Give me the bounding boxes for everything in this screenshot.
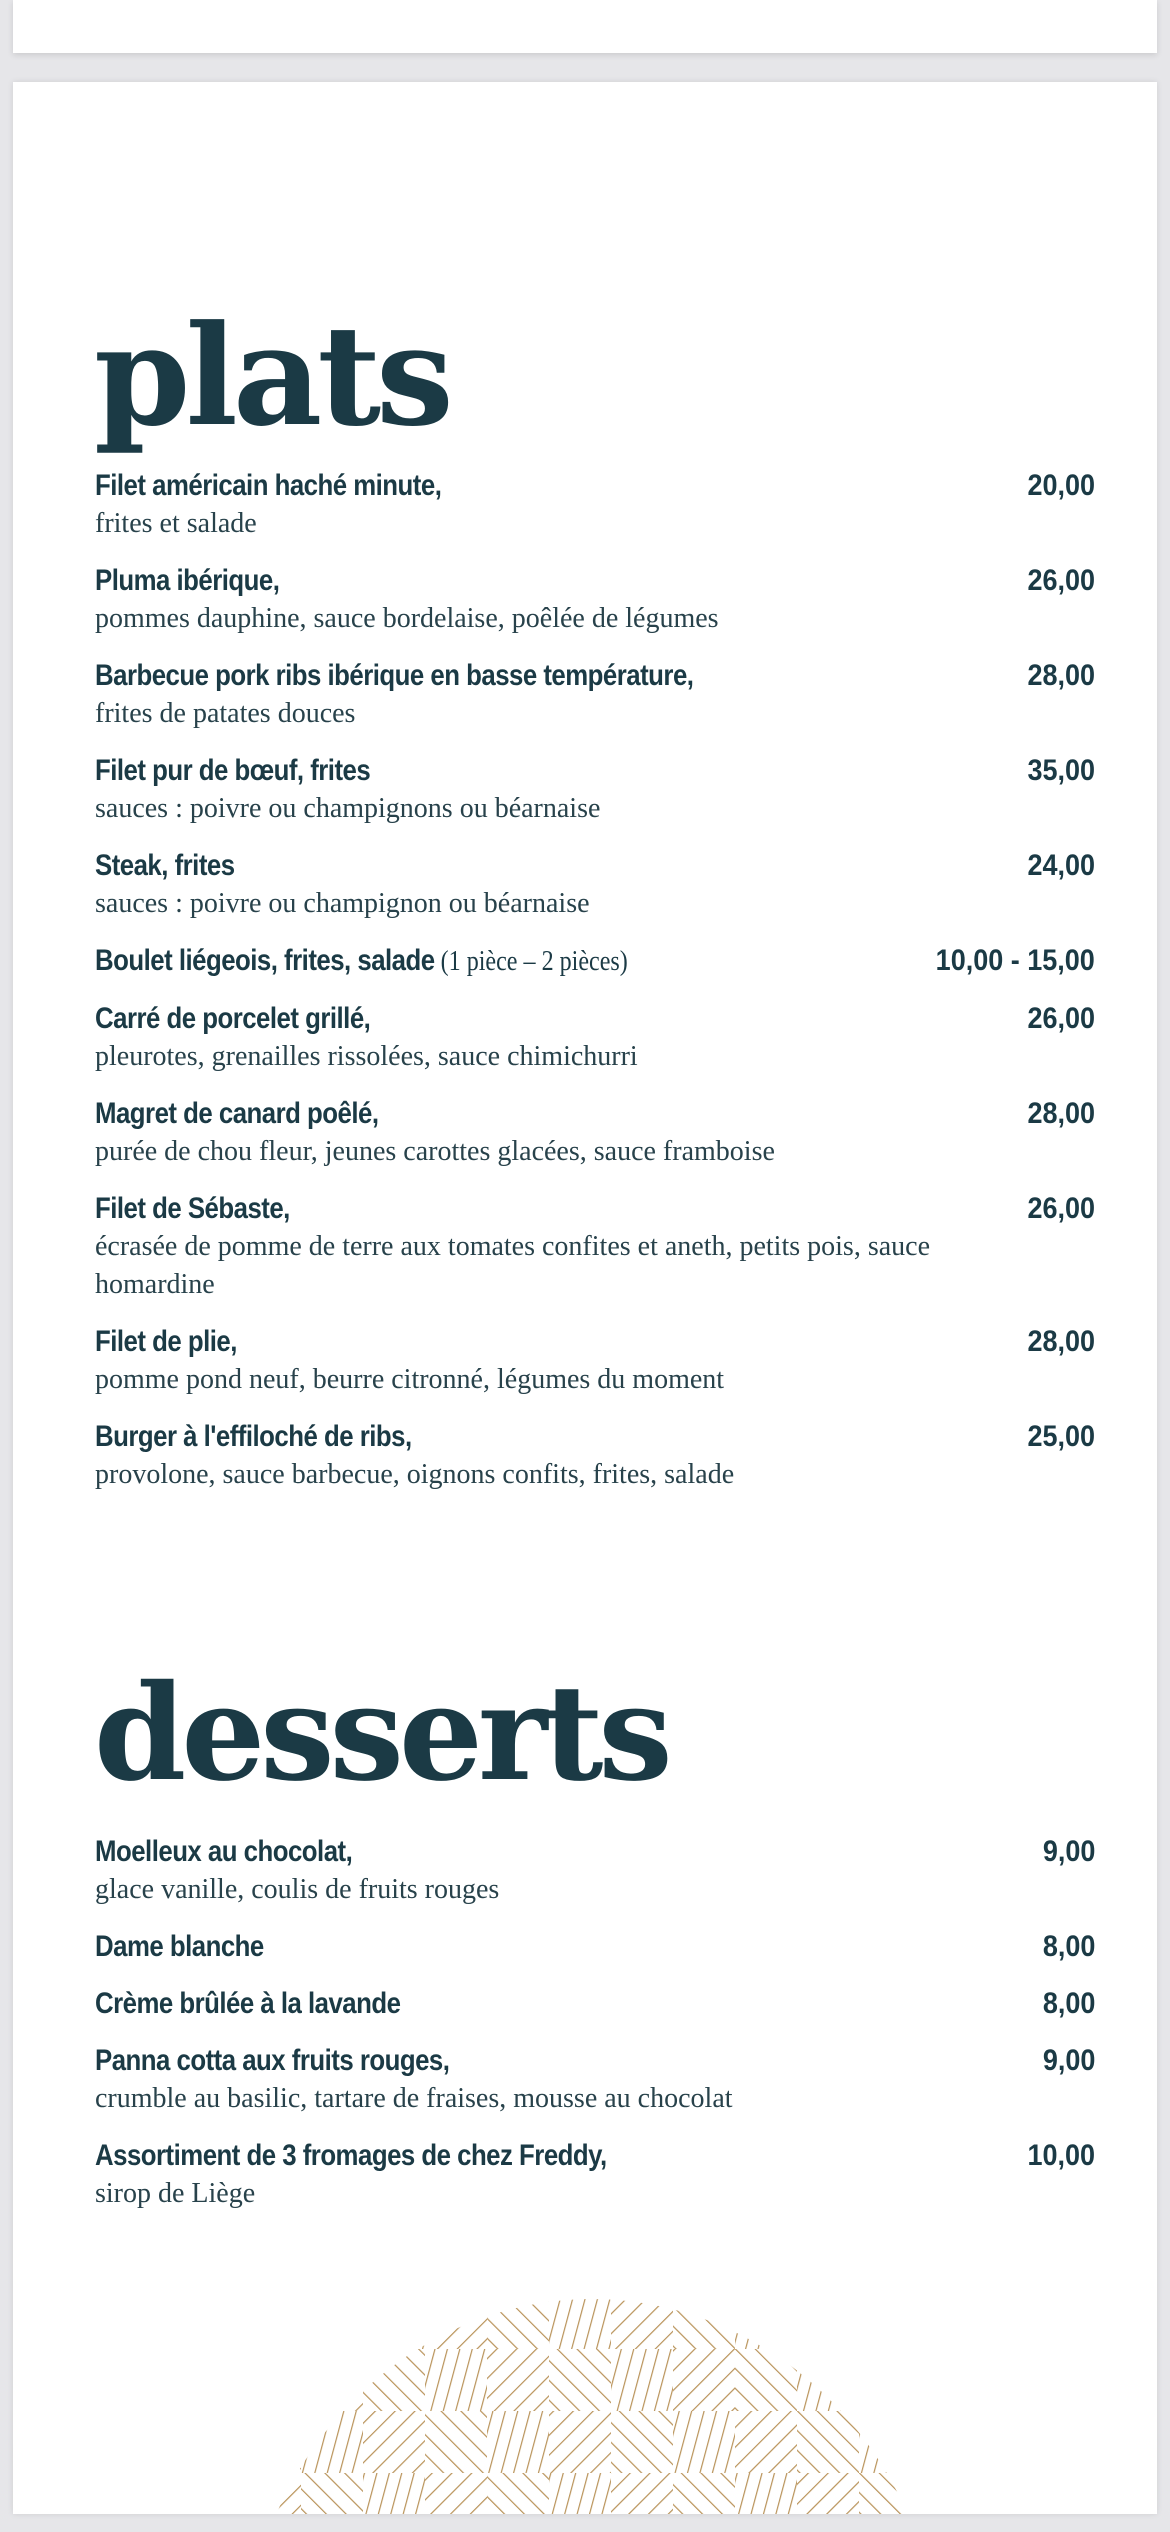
item-name: Filet américain haché minute,: [95, 469, 442, 502]
desserts-list: [95, 1832, 1095, 2231]
item-name: Barbecue pork ribs ibérique en basse température,: [95, 659, 694, 692]
item-description: sirop de Liège: [95, 2178, 256, 2209]
menu-item: [95, 999, 1095, 1076]
item-name: Filet de plie,: [95, 1325, 237, 1358]
item-description: pommes dauphine, sauce bordelaise, poêlée de légumes: [95, 603, 719, 634]
item-name: Carré de porcelet grillé,: [95, 1002, 371, 1035]
item-name: Filet pur de bœuf, frites: [95, 754, 371, 787]
item-description: crumble au basilic, tartare de fraises, mousse au chocolat: [95, 2083, 733, 2114]
item-description: glace vanille, coulis de fruits rouges: [95, 1874, 500, 1905]
menu-item: [95, 1417, 1095, 1494]
item-price: 28,00: [1027, 659, 1095, 692]
item-description: provolone, sauce barbecue, oignons confits, frites, salade: [95, 1459, 735, 1490]
item-name: Boulet liégeois, frites, salade: [95, 944, 435, 977]
menu-item: [95, 2041, 1095, 2118]
item-price: 28,00: [1027, 1325, 1095, 1358]
menu-item: [95, 846, 1095, 923]
menu-item: [95, 1984, 1095, 2023]
item-price: 35,00: [1027, 754, 1095, 787]
item-price: 26,00: [1027, 1192, 1095, 1225]
item-name: Steak, frites: [95, 849, 235, 882]
item-price: 26,00: [1027, 564, 1095, 597]
menu-item: [95, 751, 1095, 828]
item-name: Pluma ibérique,: [95, 564, 280, 597]
item-name: Burger à l'effiloché de ribs,: [95, 1420, 412, 1453]
menu-item: [95, 2136, 1095, 2213]
previous-page-edge: [13, 0, 1157, 53]
item-name: Dame blanche: [95, 1930, 264, 1963]
item-name: Crème brûlée à la lavande: [95, 1987, 401, 2020]
item-name: Filet de Sébaste,: [95, 1192, 290, 1225]
item-price: 8,00: [1042, 1987, 1095, 2020]
plats-list: [95, 466, 1095, 1512]
menu-item: [95, 1927, 1095, 1966]
section-title-desserts: desserts: [94, 1656, 668, 1811]
item-description: frites et salade: [95, 508, 257, 539]
item-price: 9,00: [1042, 2044, 1095, 2077]
item-description: sauces : poivre ou champignons ou béarnaise: [95, 793, 601, 824]
item-price: 28,00: [1027, 1097, 1095, 1130]
item-price: 10,00 - 15,00: [935, 944, 1095, 977]
menu-item: [95, 561, 1095, 638]
item-price: 24,00: [1027, 849, 1095, 882]
section-title-plats: plats: [94, 294, 449, 457]
menu-item: [95, 941, 1095, 981]
item-price: 8,00: [1042, 1930, 1095, 1963]
item-price: 25,00: [1027, 1420, 1095, 1453]
item-price: 20,00: [1027, 469, 1095, 502]
menu-item: [95, 1094, 1095, 1171]
item-name: Moelleux au chocolat,: [95, 1835, 353, 1868]
item-price: 26,00: [1027, 1002, 1095, 1035]
menu-page: [13, 82, 1157, 2514]
item-description: pomme pond neuf, beurre citronné, légumes du moment: [95, 1364, 725, 1395]
item-description: pleurotes, grenailles rissolées, sauce chimichurri: [95, 1041, 638, 1072]
item-note: (1 pièce – 2 pièces): [434, 946, 628, 977]
item-name: Assortiment de 3 fromages de chez Freddy,: [95, 2139, 607, 2172]
menu-item: [95, 1832, 1095, 1909]
menu-item: [95, 1189, 1095, 1304]
item-name: Magret de canard poêlé,: [95, 1097, 379, 1130]
menu-item: [95, 656, 1095, 733]
item-name-with-note: [95, 941, 628, 981]
item-description: frites de patates douces: [95, 698, 356, 729]
item-price: 9,00: [1042, 1835, 1095, 1868]
menu-item: [95, 1322, 1095, 1399]
menu-item: [95, 466, 1095, 543]
item-description: sauces : poivre ou champignon ou béarnaise: [95, 888, 590, 919]
item-name: Panna cotta aux fruits rouges,: [95, 2044, 450, 2077]
item-price: 10,00: [1027, 2139, 1095, 2172]
geometric-line-pattern-icon: [249, 2299, 935, 2514]
item-description: écrasée de pomme de terre aux tomates confites et aneth, petits pois, sauce homardine: [95, 1231, 930, 1300]
item-description: purée de chou fleur, jeunes carottes glacées, sauce framboise: [95, 1136, 775, 1167]
